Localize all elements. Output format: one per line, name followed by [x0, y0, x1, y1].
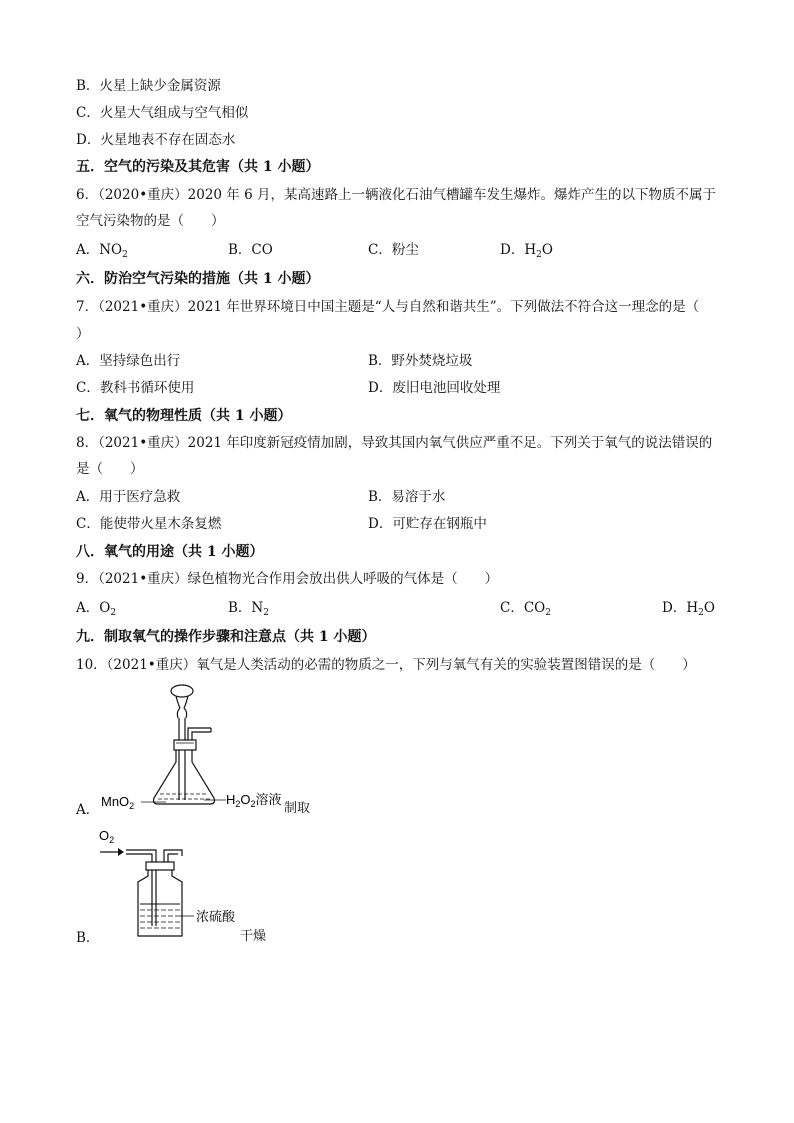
- q7-option-a: A．坚持绿色出行: [76, 353, 181, 369]
- section-5-title: 五．空气的污染及其危害（共 1 小题）: [76, 159, 320, 175]
- q7-option-b: B．野外焚烧垃圾: [368, 353, 473, 369]
- question-6-line2: 空气污染物的是（ ）: [76, 213, 225, 229]
- question-9-line1: 9．（2021•重庆）绿色植物光合作用会放出供人呼吸的气体是（ ）: [76, 571, 499, 587]
- q6-option-c: C．粉尘: [368, 242, 419, 258]
- q8-option-b: B．易溶于水: [368, 489, 446, 505]
- section-9-title: 九．制取氧气的操作步骤和注意点（共 1 小题）: [76, 629, 376, 645]
- mno2-label: MnO$_2$: [101, 794, 135, 811]
- q7-option-d: D．废旧电池回收处理: [368, 380, 501, 396]
- question-10-line1: 10．（2021•重庆）氧气是人类活动的必需的物质之一，下列与氧气有关的实验装置图错误的是（ ）: [76, 657, 696, 673]
- question-8-line1: 8．（2021•重庆）2021 年印度新冠疫情加剧，导致其国内氧气供应严重不足。下列关于氧气的说法错误的: [76, 435, 713, 451]
- q6-option-a: A．$NO_2$: [76, 242, 128, 260]
- q10-option-b-letter: B．: [76, 930, 100, 946]
- section-8-title: 八．氧气的用途（共 1 小题）: [76, 544, 264, 560]
- question-6-line1: 6．（2020•重庆）2020 年 6 月，某高速路上一辆液化石油气槽罐车发生爆炸。爆炸产生的以下物质不属于: [76, 187, 716, 203]
- concentrated-sulfuric-acid-label: 浓硫酸: [196, 909, 236, 924]
- q8-option-d: D．可贮存在钢瓶中: [368, 516, 487, 532]
- option-c-prev: C．火星大气组成与空气相似: [76, 105, 249, 121]
- section-6-title: 六．防治空气污染的措施（共 1 小题）: [76, 271, 320, 287]
- q9-option-d: D．$H_2O$: [662, 600, 715, 618]
- question-7-line1: 7．（2021•重庆）2021 年世界环境日中国主题是“人与自然和谐共生”。下列做法不符合这一理念的是（: [76, 299, 700, 315]
- h2o2-solution-label: $H_2O_2$溶液: [226, 792, 282, 809]
- q9-option-a: A．$O_2$: [76, 600, 117, 618]
- o2-gas-label: $O_2$: [99, 828, 115, 845]
- section-7-title: 七．氧气的物理性质（共 1 小题）: [76, 408, 292, 424]
- q8-option-a: A．用于医疗急救: [76, 489, 181, 505]
- q9-option-c: C．$CO_2$: [500, 600, 551, 618]
- option-b-prev: B．火星上缺少金属资源: [76, 78, 221, 94]
- q10-option-a-caption: 制取: [284, 800, 311, 815]
- q10-option-a-letter: A．: [76, 802, 100, 818]
- q9-option-b: B．$N_2$: [228, 600, 269, 618]
- q6-option-b: B．CO: [228, 242, 273, 258]
- question-7-line2: ）: [76, 326, 90, 342]
- q7-option-c: C．教科书循环使用: [76, 380, 195, 396]
- option-d-prev: D．火星地表不存在固态水: [76, 132, 236, 148]
- q8-option-c: C．能使带火星木条复燃: [76, 516, 222, 532]
- gas-drying-bottle-figure: [96, 826, 296, 941]
- q6-option-d: D．$H_2O$: [500, 242, 553, 260]
- question-8-line2: 是（ ）: [76, 461, 144, 477]
- q10-option-b-caption: 干燥: [240, 928, 267, 943]
